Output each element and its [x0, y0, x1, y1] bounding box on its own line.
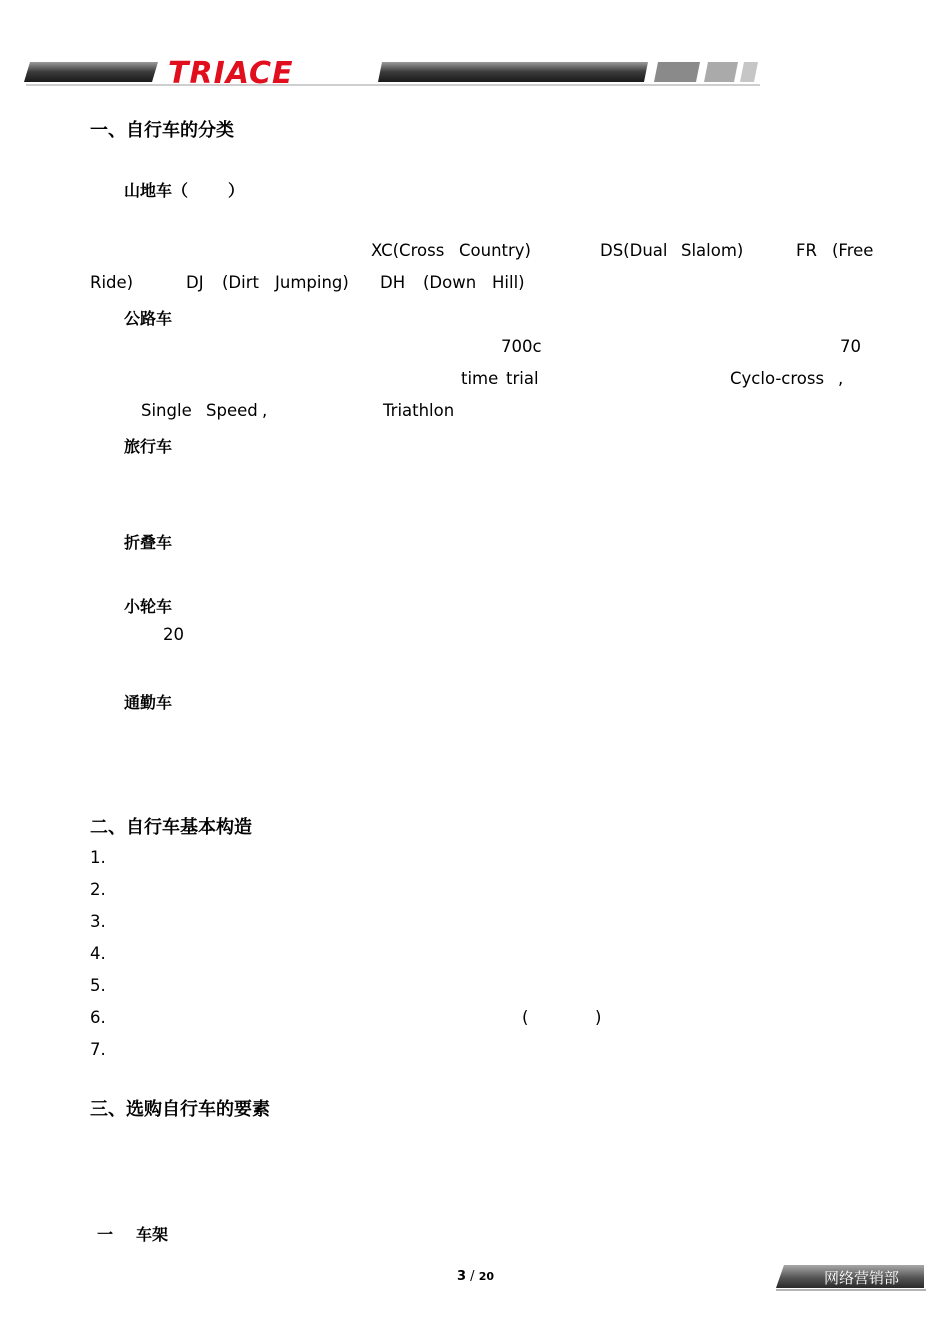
mtb-ds-1: DS(Dual: [600, 241, 668, 260]
road-70: 70: [840, 337, 861, 356]
department-badge: [776, 1262, 926, 1292]
section2-title: 二、自行车基本构造: [90, 817, 252, 838]
mtb-heading: [124, 178, 244, 201]
road-comma-2: ,: [262, 401, 268, 420]
mtb-heading-text: 山地车（: [124, 181, 189, 200]
s2-item-2: 2.: [90, 880, 106, 899]
road-time: time: [461, 369, 499, 388]
mtb-fr-2: (Free: [832, 241, 874, 260]
section3-title: 三、选购自行车的要素: [90, 1099, 270, 1120]
mtb-dh-3: Hill): [492, 273, 525, 292]
s2-item-6-open-paren: (: [522, 1008, 529, 1027]
s2-item-6-close-paren: ): [595, 1008, 602, 1027]
mtb-dj-3: Jumping): [275, 273, 349, 292]
commuter-heading: 通勤车: [124, 693, 173, 712]
header-logo-banner: [24, 56, 764, 90]
mtb-dj-2: (Dirt: [222, 273, 259, 292]
folding-heading: 折叠车: [124, 533, 173, 552]
road-comma: ,: [838, 369, 844, 388]
mtb-dh-1: DH: [380, 273, 406, 292]
mtb-fr-3: Ride): [90, 273, 134, 292]
small-wheel-20: 20: [163, 625, 184, 644]
road-heading: 公路车: [124, 309, 173, 328]
road-single: Single: [141, 401, 192, 420]
s3-sub-label: 车架: [136, 1225, 169, 1244]
badge-label: 网络营销部: [824, 1269, 900, 1287]
page-total: 20: [478, 1270, 495, 1283]
road-speed: Speed: [206, 401, 258, 420]
mtb-fr-1: FR: [796, 241, 817, 260]
s2-item-7: 7.: [90, 1040, 106, 1059]
s2-item-5: 5.: [90, 976, 106, 995]
logo-text: TRIACE: [168, 56, 294, 90]
s2-item-6: 6.: [90, 1008, 106, 1027]
road-cyclocross: Cyclo-cross: [730, 369, 825, 388]
road-triathlon: Triathlon: [383, 401, 455, 420]
mtb-heading-close: ）: [228, 181, 245, 200]
s3-sub-num: 一: [97, 1225, 114, 1244]
page-separator: /: [466, 1269, 479, 1284]
small-wheel-heading: 小轮车: [124, 597, 173, 616]
page-current: 3: [457, 1269, 467, 1284]
page-number: [457, 1269, 494, 1284]
touring-heading: 旅行车: [124, 437, 173, 456]
road-700c: 700c: [501, 337, 542, 356]
mtb-ds-2: Slalom): [681, 241, 744, 260]
s2-item-3: 3.: [90, 912, 106, 931]
mtb-dh-2: (Down: [423, 273, 477, 292]
s2-item-4: 4.: [90, 944, 106, 963]
mtb-xc-1: XC(Cross: [371, 241, 445, 260]
section1-title: 一、自行车的分类: [90, 120, 234, 141]
s2-item-1: 1.: [90, 848, 106, 867]
road-trial: trial: [506, 369, 539, 388]
mtb-dj-1: DJ: [186, 273, 204, 292]
mtb-xc-2: Country): [459, 241, 531, 260]
